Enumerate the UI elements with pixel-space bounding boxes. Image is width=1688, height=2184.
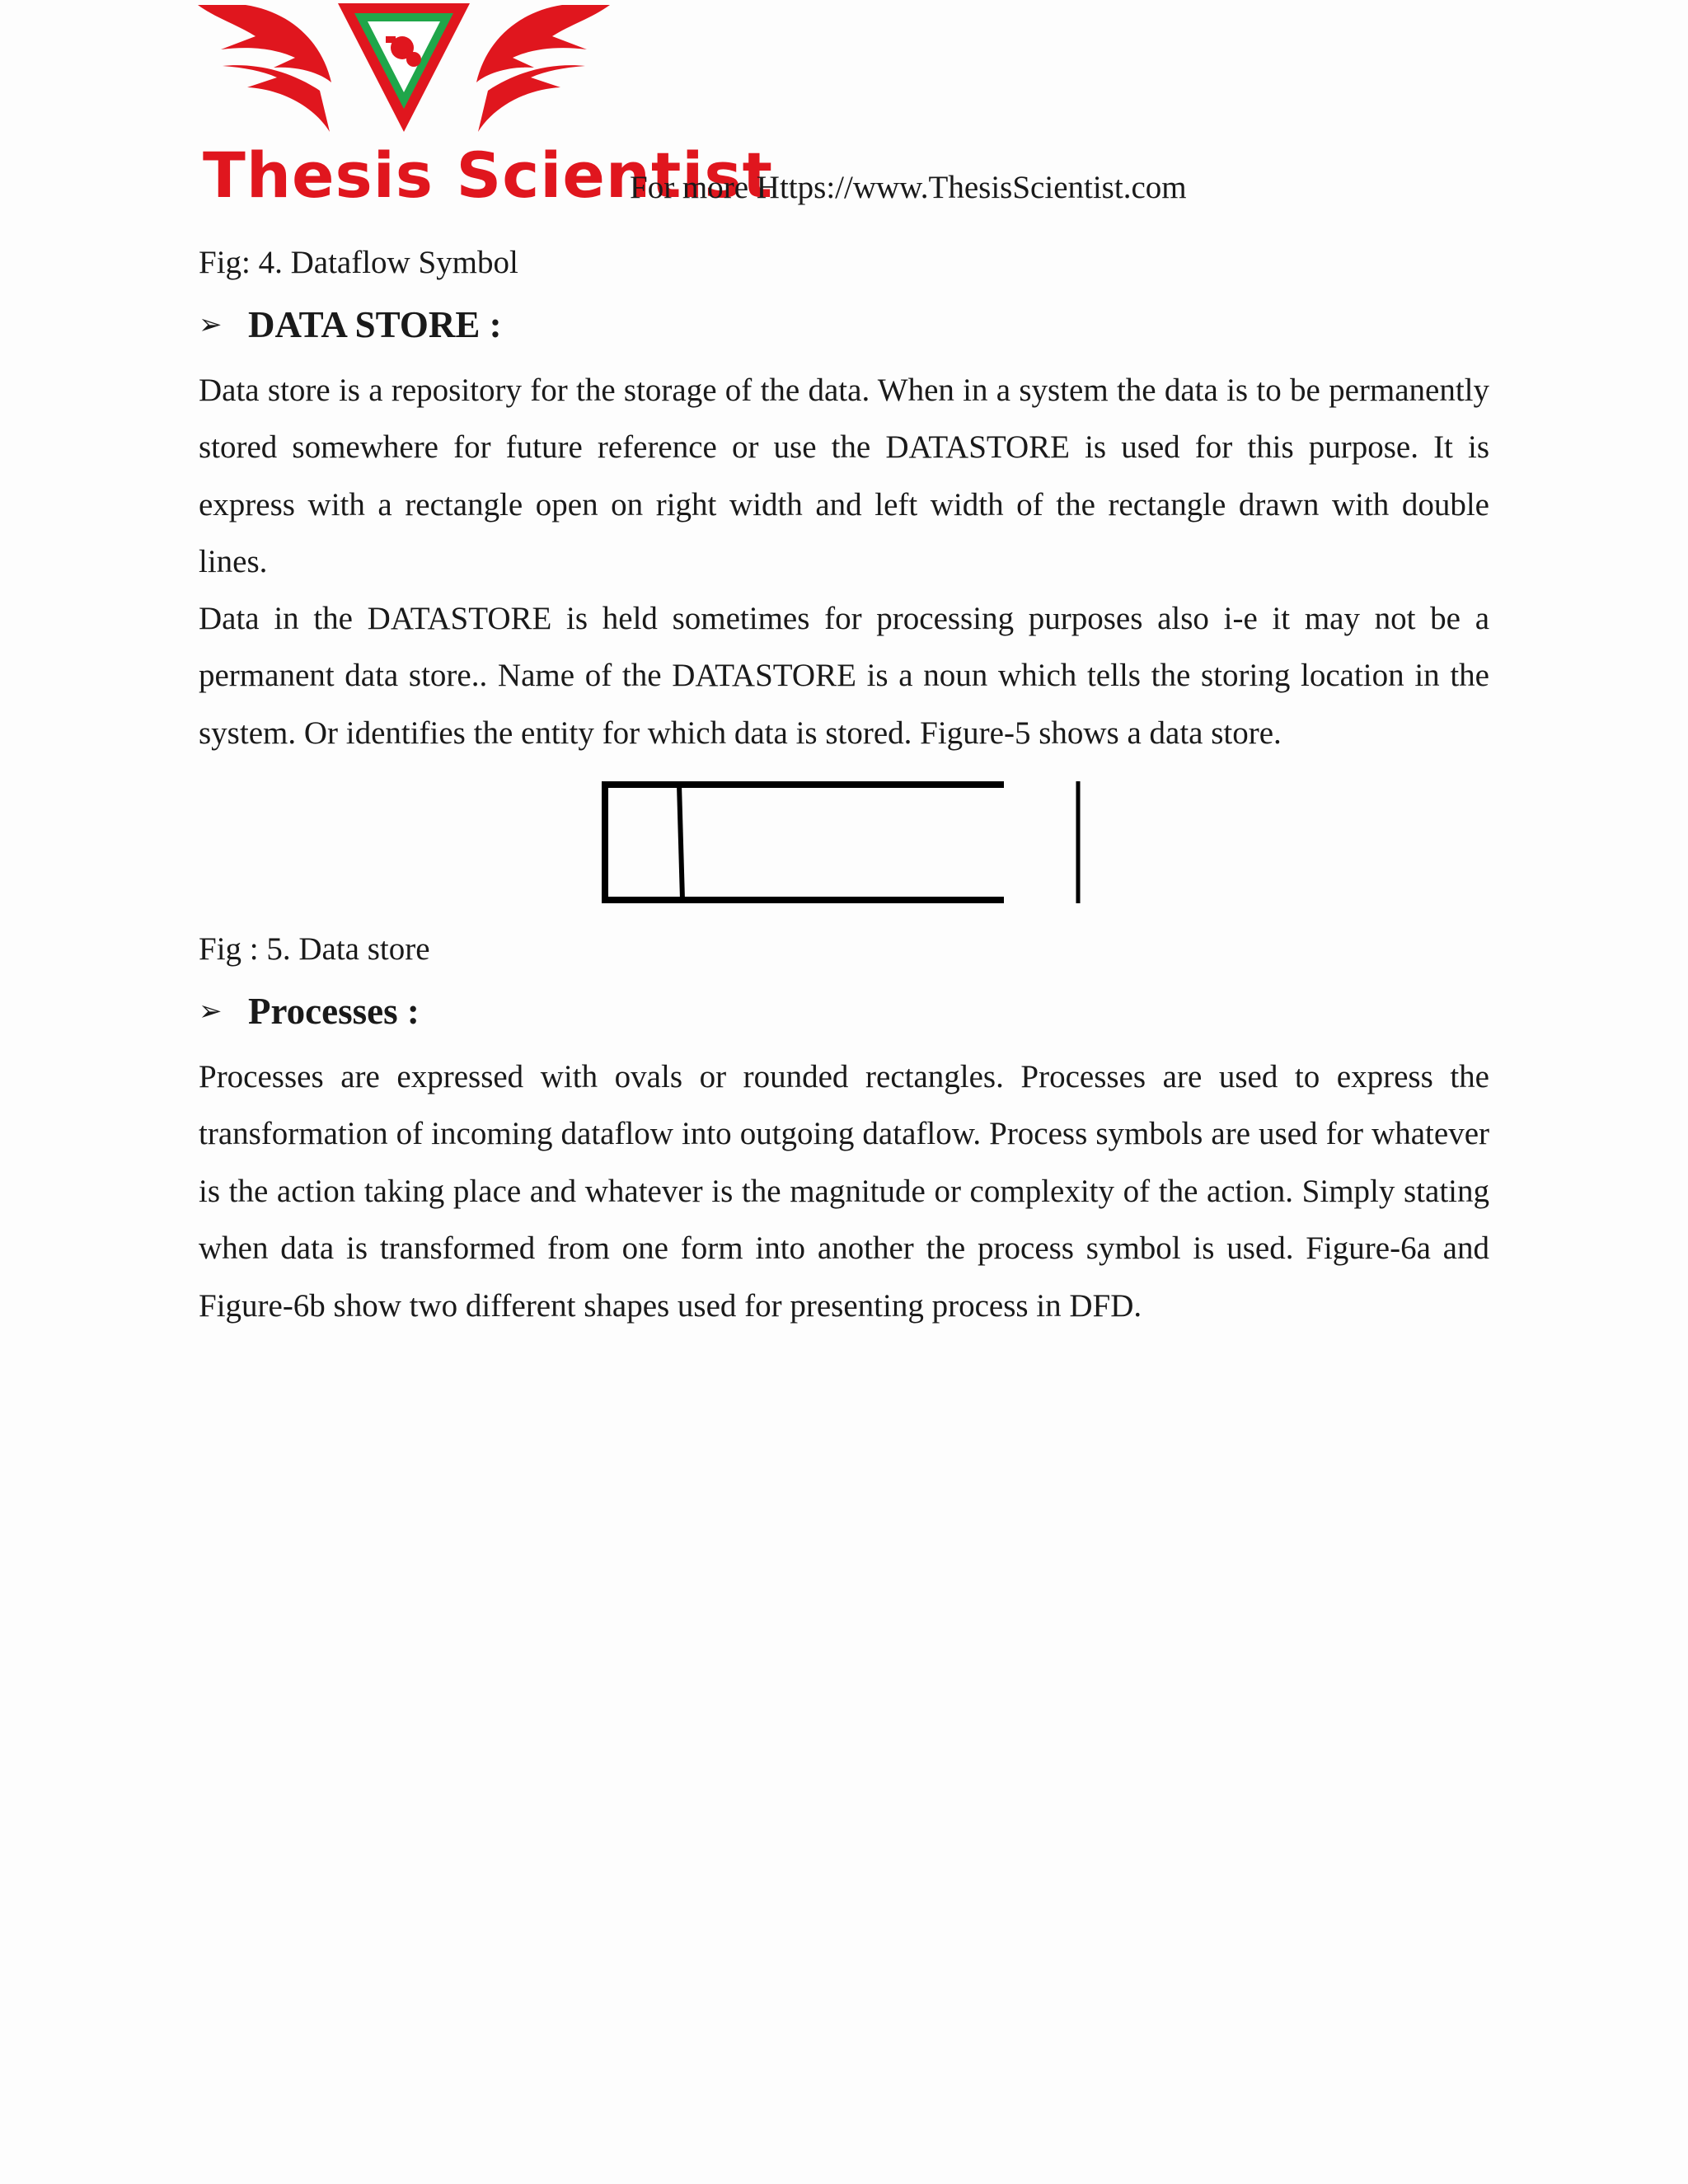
data-store-heading xyxy=(199,303,502,346)
data-store-symbol xyxy=(602,775,1083,911)
page-header xyxy=(198,0,1517,214)
thesis-scientist-logo xyxy=(198,0,773,214)
data-store-paragraph-2: Data in the DATASTORE is held sometimes for processing purposes also i-e it may not be a permanent data store.. Name of the DATASTORE is a noun which tells the storing location in the system. Or identifies the entity for which data is stored. Figure-5 shows a data store. xyxy=(199,601,1489,751)
arrow-bullet-icon: ➢ xyxy=(199,995,223,1028)
logo-emblem-icon xyxy=(198,0,618,144)
data-store-heading-text: DATA STORE : xyxy=(248,304,502,345)
website-link[interactable]: For more Https://www.ThesisScientist.com xyxy=(630,170,1187,205)
arrow-bullet-icon: ➢ xyxy=(199,308,223,341)
logo-text: Thesis Scientist xyxy=(203,138,773,212)
fig5-caption: Fig : 5. Data store xyxy=(199,931,430,967)
data-store-divider xyxy=(677,785,685,900)
processes-heading xyxy=(199,990,420,1033)
data-store-diagram xyxy=(602,775,1083,907)
processes-paragraph: Processes are expressed with ovals or rounded rectangles. Processes are used to express the transformation of incoming dataflow into outgoing dataflow. Process symbols are used for whatever is the action taking place and whatever is the magnitude or complexity of the action. Simply stating when data is transformed from one form into another the process symbol is used. Figure-6a and Figure-6b show two different shapes used for presenting process in DFD. xyxy=(199,1059,1489,1324)
processes-heading-text: Processes : xyxy=(248,991,420,1032)
fig4-caption: Fig: 4. Dataflow Symbol xyxy=(199,245,518,280)
data-store-paragraph-1: Data store is a repository for the storage of the data. When in a system the data is to be permanently stored somewhere for future reference or use the DATASTORE is used for this purpose. It is express with a rectangle open on right width and left width of the rectangle drawn with double lines. xyxy=(199,373,1489,580)
